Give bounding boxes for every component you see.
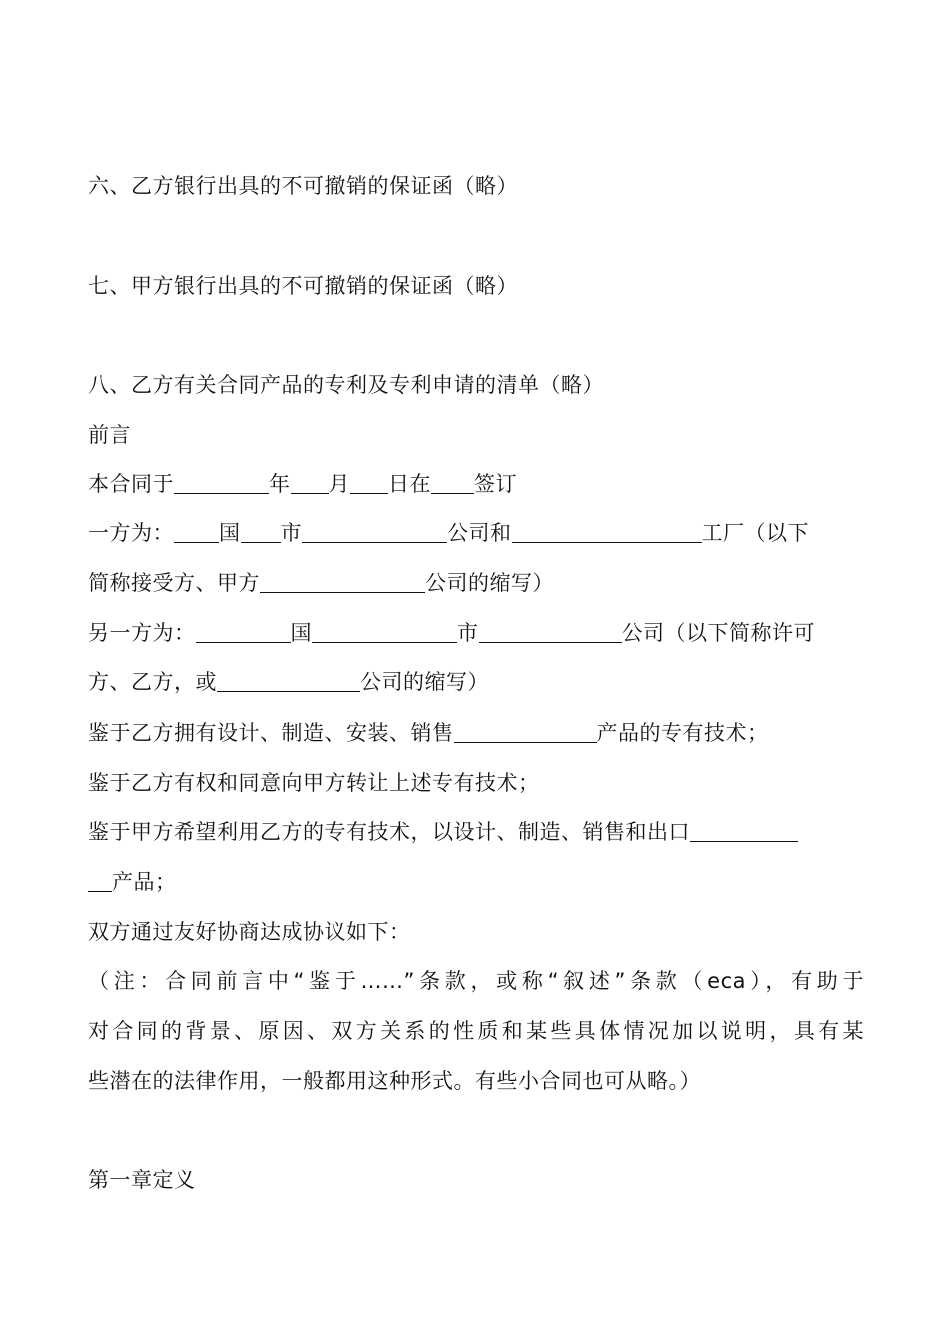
annex-7-line: 七、甲方银行出具的不可撤销的保证函（略） <box>88 274 518 298</box>
party-a-text-5: 工厂（以下 <box>701 521 809 545</box>
party-b-text-1: 另一方为： <box>88 621 196 645</box>
whereas-1-text-1: 鉴于乙方拥有设计、制造、安装、销售 <box>88 721 454 745</box>
annex-8-line: 八、乙方有关合同产品的专利及专利申请的清单（略） <box>88 373 604 397</box>
whereas-3-product-blank-cont <box>88 869 112 892</box>
party-b-line-1 <box>88 618 864 648</box>
signing-text-1: 本合同于 <box>88 472 174 496</box>
party-a-factory-blank <box>512 520 702 543</box>
note-line-3: 些潜在的法律作用，一般都用这种形式。有些小合同也可从略。） <box>88 1069 701 1093</box>
party-a-text-1: 一方为： <box>88 521 174 545</box>
note-line-2: 对合同的背景、原因、双方关系的性质和某些具体情况加以说明，具有某 <box>88 1019 864 1043</box>
year-blank <box>174 471 269 494</box>
whereas-3-line-1 <box>88 817 864 847</box>
whereas-1-product-blank <box>454 720 597 743</box>
party-a-abbr-blank <box>260 570 425 593</box>
chapter-1-heading: 第一章定义 <box>88 1168 196 1192</box>
day-blank <box>350 471 388 494</box>
party-a-text-6: 简称接受方、甲方 <box>88 571 260 595</box>
whereas-1-text-2: 产品的专有技术； <box>596 721 769 745</box>
preface-title: 前言 <box>88 423 131 447</box>
party-b-abbr-blank <box>217 669 360 692</box>
party-b-text-6: 公司的缩写） <box>360 670 489 694</box>
whereas-3-text-2: 产品； <box>112 870 177 894</box>
month-blank <box>291 471 329 494</box>
party-a-line-2 <box>88 568 864 598</box>
whereas-2-line: 鉴于乙方有权和同意向甲方转让上述专有技术； <box>88 771 540 795</box>
place-blank <box>431 471 474 494</box>
whereas-3-line-2 <box>88 867 864 897</box>
party-a-text-3: 市 <box>280 521 302 545</box>
note-line-1: （注：合同前言中“鉴于……”条款，或称“叙述”条款（eca），有助于 <box>88 969 864 993</box>
party-a-city-blank <box>241 520 281 543</box>
party-b-line-2 <box>88 667 864 697</box>
signing-text-5: 签订 <box>474 472 517 496</box>
whereas-3-product-blank <box>690 819 798 842</box>
party-a-country-blank <box>174 520 219 543</box>
party-a-text-7: 公司的缩写） <box>425 571 554 595</box>
signing-text-2: 年 <box>269 472 291 496</box>
party-a-company-blank <box>302 520 447 543</box>
signing-text-4: 日在 <box>388 472 431 496</box>
party-b-text-5: 方、乙方，或 <box>88 670 217 694</box>
party-b-text-3: 市 <box>457 621 479 645</box>
party-b-company-blank <box>479 620 622 643</box>
annex-6-line: 六、乙方银行出具的不可撤销的保证函（略） <box>88 174 518 198</box>
signing-line <box>88 469 864 499</box>
party-b-text-2: 国 <box>290 621 312 645</box>
whereas-1-line <box>88 718 864 748</box>
party-b-text-4: 公司（以下简称许可 <box>621 621 815 645</box>
whereas-3-text-1: 鉴于甲方希望利用乙方的专有技术，以设计、制造、销售和出口 <box>88 820 690 844</box>
party-a-text-4: 公司和 <box>447 521 512 545</box>
signing-text-3: 月 <box>328 472 350 496</box>
party-b-country-blank <box>196 620 291 643</box>
party-b-city-blank <box>312 620 457 643</box>
agreement-line: 双方通过友好协商达成协议如下： <box>88 920 411 944</box>
party-a-text-2: 国 <box>219 521 241 545</box>
party-a-line-1 <box>88 518 864 548</box>
